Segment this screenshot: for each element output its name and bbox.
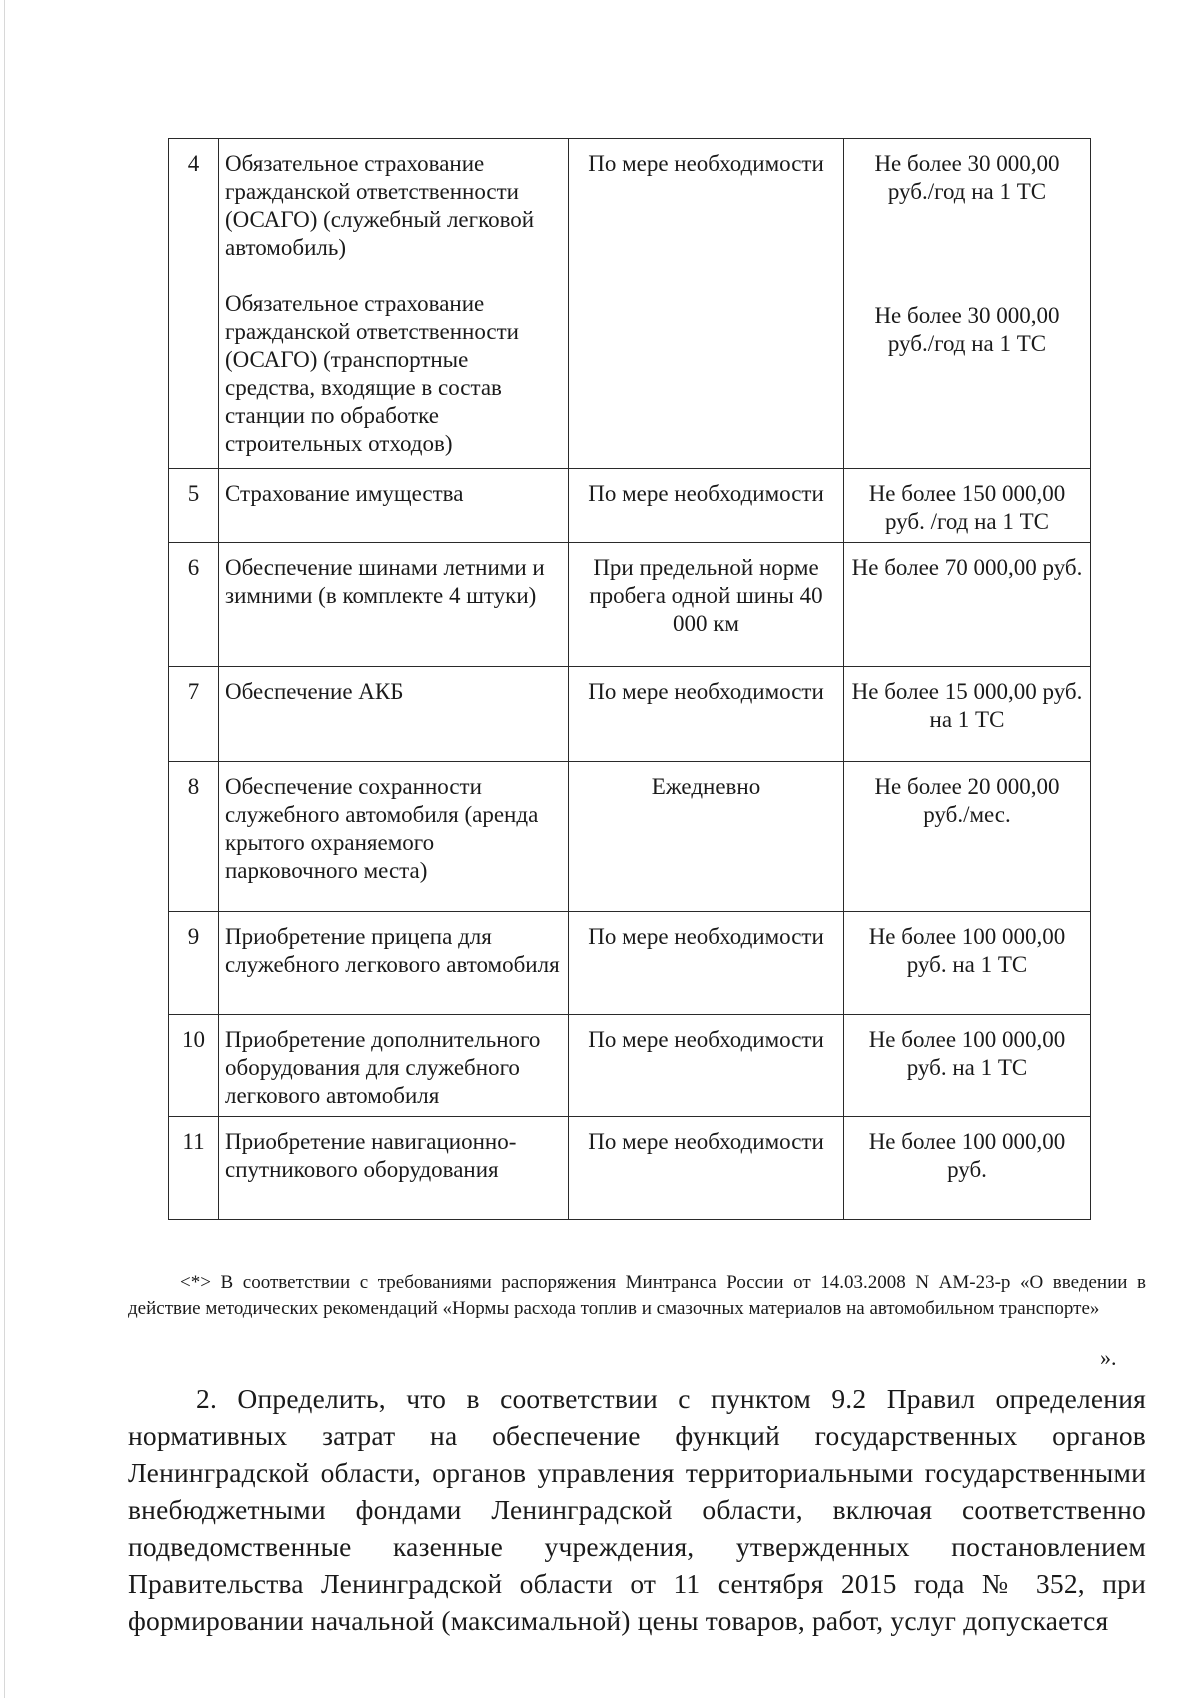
- table-row: [169, 667, 1091, 762]
- row-name: Приобретение навигационно-спутникового оборудования: [219, 1117, 569, 1220]
- row-frequency: По мере необходимости: [569, 139, 844, 469]
- table-row: [169, 762, 1091, 912]
- table-row: [169, 1117, 1091, 1220]
- row-number: 11: [169, 1117, 219, 1220]
- row-price-cell: [844, 139, 1091, 469]
- row-price-secondary: Не более 30 000,00 руб./год на 1 ТС: [874, 303, 1060, 356]
- body-paragraph: 2. Определить, что в соответствии с пунктом 9.2 Правил определения нормативных затрат на обеспечение функций государственных органов Ленинградской области, органов управления территориальными государственными внебюджетными фондами Ленинградской области, включая соответственно подведомственные казенные учреждения, утвержденных постановлением Правительства Ленинградской области от 11 сентября 2015 года № 352, при формировании начальной (максимальной) цены товаров, работ, услуг допускается: [128, 1383, 1146, 1636]
- row-name: Обеспечение АКБ: [219, 667, 569, 762]
- table-row: [169, 1015, 1091, 1117]
- row-frequency: По мере необходимости: [569, 469, 844, 543]
- row-price: Не более 100 000,00 руб.: [844, 1117, 1091, 1220]
- row-number: 8: [169, 762, 219, 912]
- row-price: Не более 30 000,00 руб./год на 1 ТС: [874, 151, 1060, 204]
- row-number: 9: [169, 912, 219, 1015]
- row-number: 4: [169, 139, 219, 469]
- scan-edge-line: [4, 0, 5, 1698]
- row-number: 5: [169, 469, 219, 543]
- row-name-secondary: Обязательное страхование гражданской ответственности (ОСАГО) (транспортные средства, входящие в состав станции по обработке строительных отходов): [225, 291, 519, 456]
- row-name: Страхование имущества: [219, 469, 569, 543]
- table-row: [169, 912, 1091, 1015]
- norms-table: [168, 138, 1091, 1220]
- row-name: Приобретение дополнительного оборудования для служебного легкового автомобиля: [219, 1015, 569, 1117]
- row-price: Не более 100 000,00 руб. на 1 ТС: [844, 1015, 1091, 1117]
- row-price: Не более 15 000,00 руб. на 1 ТС: [844, 667, 1091, 762]
- table-row: [169, 139, 1091, 469]
- footnote: <*> В соответствии с требованиями распоряжения Минтранса России от 14.03.2008 N АМ-23-р «О введении в действие методических рекомендаций «Нормы расхода топлив и смазочных материалов на автомобильном транспорте»: [128, 1272, 1146, 1319]
- row-frequency: По мере необходимости: [569, 1015, 844, 1117]
- row-number: 10: [169, 1015, 219, 1117]
- table-row: [169, 469, 1091, 543]
- row-price: Не более 20 000,00 руб./мес.: [844, 762, 1091, 912]
- row-price: Не более 150 000,00 руб. /год на 1 ТС: [844, 469, 1091, 543]
- row-frequency: При предельной норме пробега одной шины 40 000 км: [569, 543, 844, 667]
- row-number: 6: [169, 543, 219, 667]
- row-name: Обеспечение шинами летними и зимними (в комплекте 4 штуки): [219, 543, 569, 667]
- row-name: Приобретение прицепа для служебного легкового автомобиля: [219, 912, 569, 1015]
- row-price: Не более 70 000,00 руб.: [844, 543, 1091, 667]
- row-frequency: По мере необходимости: [569, 912, 844, 1015]
- row-frequency: Ежедневно: [569, 762, 844, 912]
- table-row: [169, 543, 1091, 667]
- row-name-cell: [219, 139, 569, 469]
- closing-quote-mark: ».: [1100, 1345, 1117, 1370]
- row-price: Не более 100 000,00 руб. на 1 ТС: [844, 912, 1091, 1015]
- row-name: Обязательное страхование гражданской ответственности (ОСАГО) (служебный легковой автомобиль): [225, 151, 535, 260]
- row-number: 7: [169, 667, 219, 762]
- row-frequency: По мере необходимости: [569, 1117, 844, 1220]
- row-frequency: По мере необходимости: [569, 667, 844, 762]
- row-name: Обеспечение сохранности служебного автомобиля (аренда крытого охраняемого парковочного места): [219, 762, 569, 912]
